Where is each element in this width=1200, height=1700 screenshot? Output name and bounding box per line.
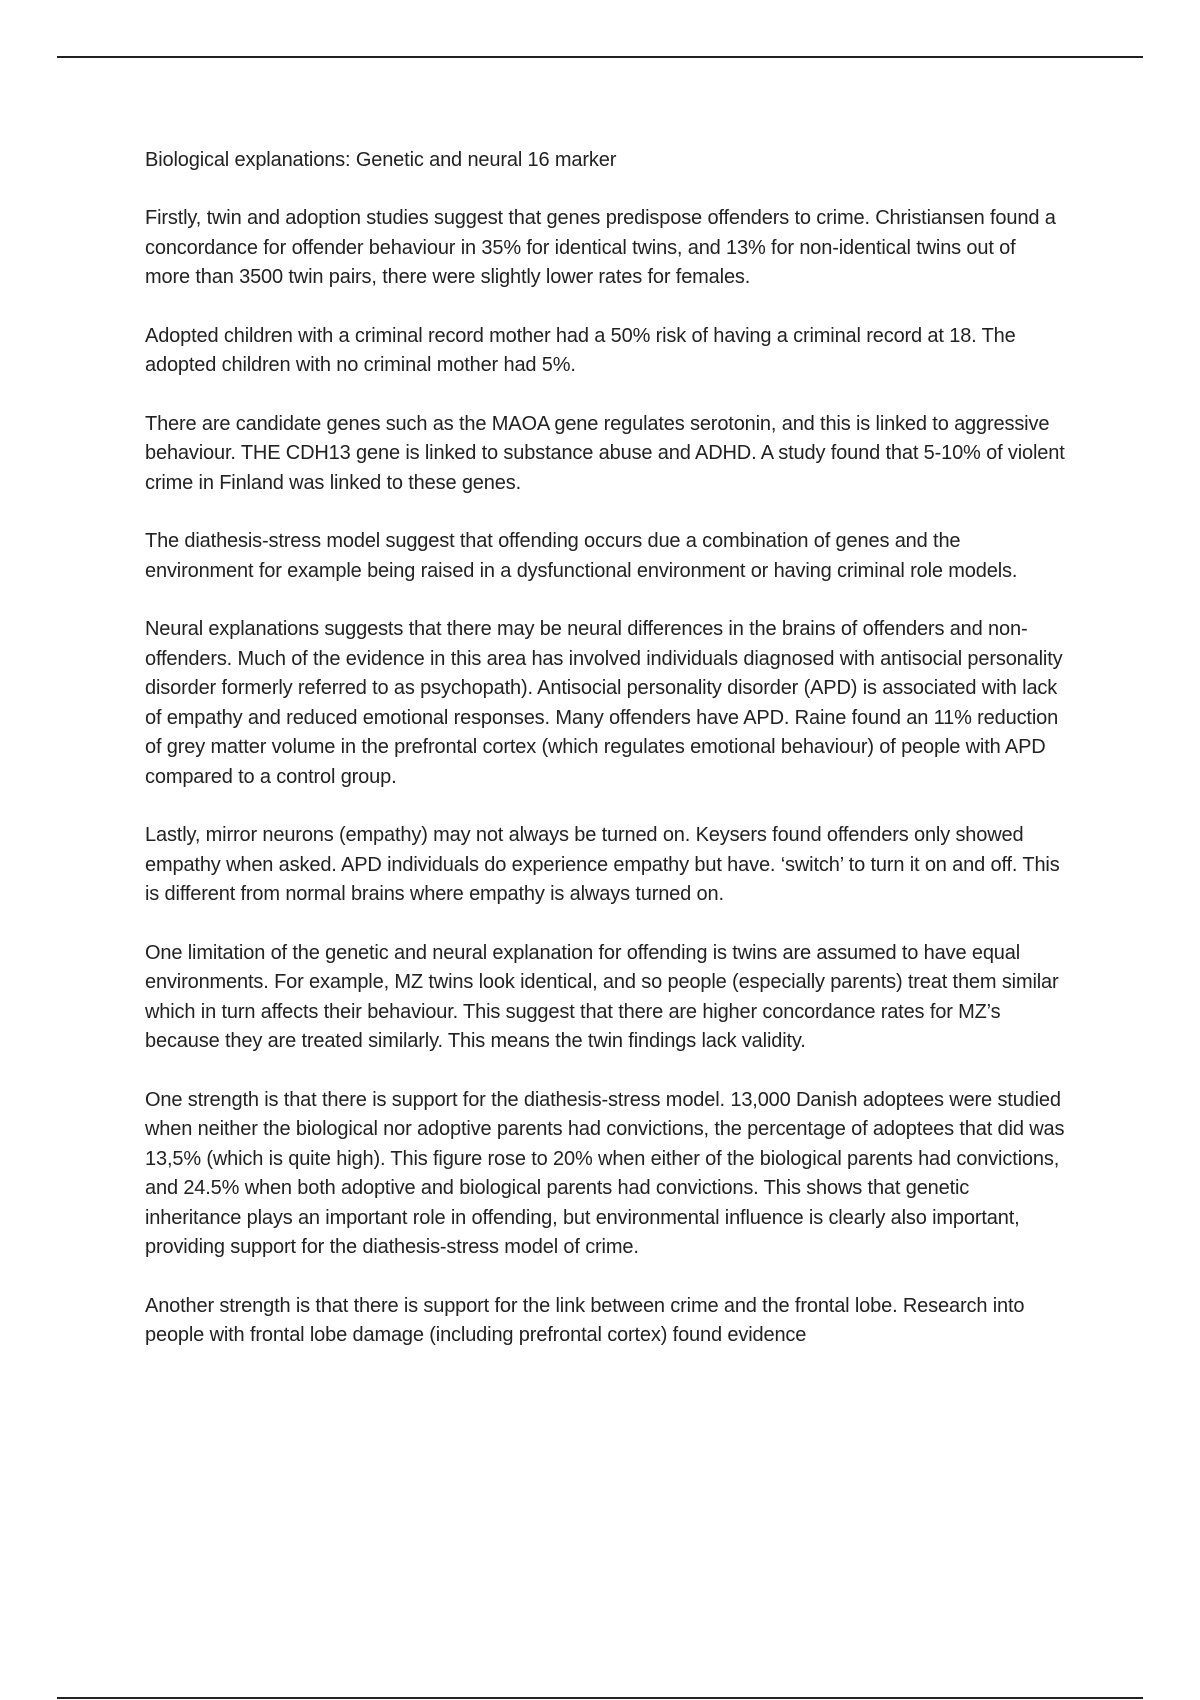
paragraph-limitation: One limitation of the genetic and neural explanation for offending is twins are assumed to have equal environments. For example, MZ twins look identical, and so people (especially parents) treat them similar which in turn affects their behaviour. This suggest that there are higher concordance rates for MZ’s because they are treated similarly. This means the twin findings lack validity. — [145, 941, 1059, 1052]
paragraph-mirror-neurons: Lastly, mirror neurons (empathy) may not always be turned on. Keysers found offenders only showed empathy when asked. APD individuals do experience empathy but have. ‘switch’ to turn it on and off. This is different from normal brains where empathy is always turned on. — [145, 824, 1060, 905]
page-top-rule — [57, 56, 1143, 58]
paragraph-list — [145, 204, 1065, 1351]
paragraph-neural-explanations: Neural explanations suggests that there may be neural differences in the brains of offenders and non-offenders. Much of the evidence in this area has involved individuals diagnosed with antisocial personality disorder formerly referred to as psychopath). Antisocial personality disorder (APD) is associated with lack of empathy and reduced emotional responses. Many offenders have APD. Raine found an 11% reduction of grey matter volume in the prefrontal cortex (which regulates emotional behaviour) of people with APD compared to a control group. — [145, 618, 1063, 788]
paragraph-diathesis-stress: The diathesis-stress model suggest that offending occurs due a combination of genes and the environment for example being raised in a dysfunctional environment or having criminal role models. — [145, 530, 1018, 582]
paragraph-candidate-genes: There are candidate genes such as the MAOA gene regulates serotonin, and this is linked to aggressive behaviour. THE CDH13 gene is linked to substance abuse and ADHD. A study found that 5-10% of violent crime in Finland was linked to these genes. — [145, 412, 1065, 494]
paragraph-strength-diathesis: One strength is that there is support for the diathesis-stress model. 13,000 Danish adoptees were studied when neither the biological nor adoptive parents had convictions, the percentage of adoptees that did was 13,5% (which is quite high). This figure rose to 20% when either of the biological parents had convictions, and 24.5% when both adoptive and biological parents had convictions. This shows that genetic inheritance plays an important role in offending, but environmental influence is clearly also important, providing support for the diathesis-stress model of crime. — [145, 1088, 1065, 1258]
paragraph-adopted-children: Adopted children with a criminal record mother had a 50% risk of having a criminal record at 18. The adopted children with no criminal mother had 5%. — [145, 324, 1016, 376]
page-bottom-rule — [57, 1697, 1143, 1699]
document-body — [145, 145, 1065, 1380]
paragraph-twin-adoption-studies: Firstly, twin and adoption studies suggest that genes predispose offenders to crime. Christiansen found a concordance for offender behaviour in 35% for identical twins, and 13% for non-identical twins out of more than 3500 twin pairs, there were slightly lower rates for females. — [145, 207, 1056, 288]
paragraph-strength-frontal-lobe: Another strength is that there is support for the link between crime and the frontal lobe. Research into people with frontal lobe damage (including prefrontal cortex) found evidence — [145, 1294, 1025, 1346]
document-title: Biological explanations: Genetic and neural 16 marker — [145, 149, 617, 171]
